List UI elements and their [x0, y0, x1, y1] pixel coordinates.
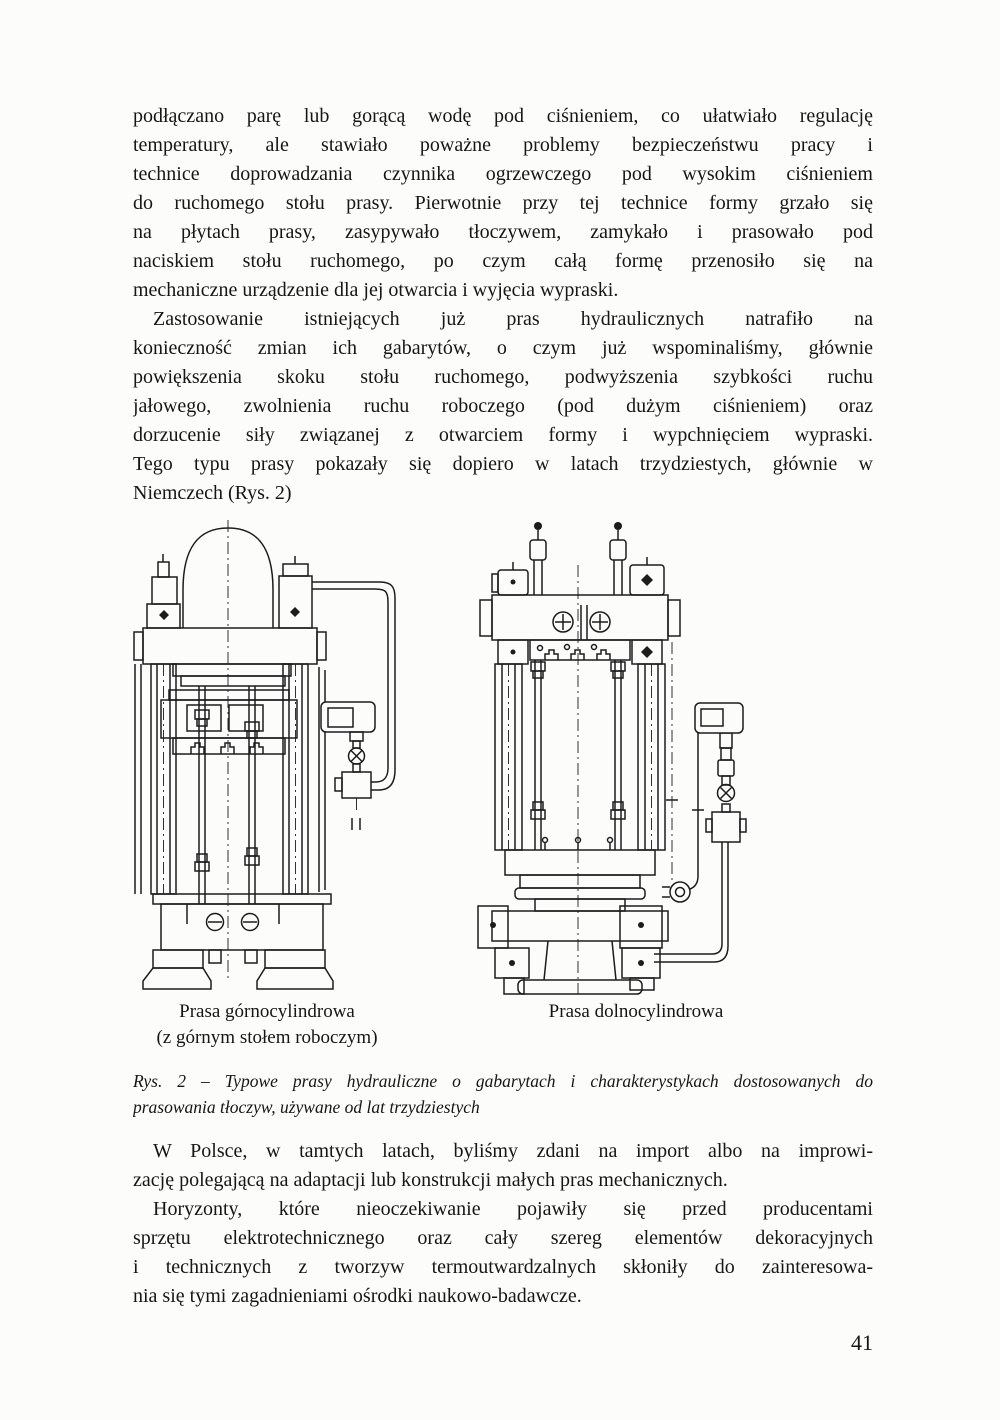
- text-line: W Polsce, w tamtych latach, byliśmy zdani na import albo na improwi-: [153, 1140, 873, 1162]
- page-number: 41: [851, 1330, 873, 1355]
- text-line: temperatury, ale stawiało poważne problemy bezpieczeństwu pracy i: [133, 134, 873, 156]
- text-line: Horyzonty, które nieoczekiwanie pojawiły się przed producentami: [153, 1198, 873, 1220]
- caption-line: Prasa górnocylindrowa: [179, 1001, 355, 1022]
- paragraph: [133, 102, 873, 305]
- text-line: naciskiem stołu ruchomego, po czym całą formę przenosiło się na: [133, 250, 873, 272]
- text-line: podłączano parę lub gorącą wodę pod ciśnieniem, co ułatwiało regulację: [133, 105, 873, 127]
- text-line: konieczność zmian ich gabarytów, o czym już wspominaliśmy, głównie: [133, 337, 873, 359]
- paragraph: [133, 305, 873, 508]
- text-line: technice doprowadzania czynnika ogrzewczego pod wysokim ciśnieniem: [133, 163, 873, 185]
- figure-caption: [133, 1068, 873, 1120]
- text-line: zację polegającą na adaptacji lub konstrukcji małych pras mechanicznych.: [133, 1169, 728, 1191]
- text-column: [133, 102, 873, 1311]
- text-line: Tego typu prasy pokazały się dopiero w latach trzydziestych, głównie w: [133, 453, 873, 475]
- text-line: Niemczech (Rys. 2): [133, 482, 292, 504]
- text-line: i technicznych z tworzyw termoutwardzalnych skłoniły do zainteresowa-: [133, 1256, 873, 1278]
- text-line: dorzucenie siły związanej z otwarciem formy i wypchnięciem wypraski.: [133, 424, 873, 446]
- caption-line: prasowania tłoczyw, używane od lat trzydziestych: [133, 1097, 480, 1117]
- text-line: jałowego, zwolnienia ruchu roboczego (pod dużym ciśnieniem) oraz: [133, 395, 873, 417]
- text-line: Zastosowanie istniejących już pras hydraulicznych natrafiło na: [153, 308, 873, 330]
- left-diagram-caption: [133, 999, 401, 1051]
- paragraph: [133, 1137, 873, 1195]
- text-line: sprzętu elektrotechnicznego oraz cały szereg elementów dekoracyjnych: [133, 1227, 873, 1249]
- upper-cylinder-press-diagram: [129, 512, 421, 994]
- text-line: nia się tymi zagadnieniami ośrodki naukowo-badawcze.: [133, 1285, 582, 1307]
- text-line: do ruchomego stołu prasy. Pierwotnie przy tej technice formy grzało się: [133, 192, 873, 214]
- text-line: mechaniczne urządzenie dla jej otwarcia i wyjęcia wypraski.: [133, 279, 619, 301]
- caption-line: (z górnym stołem roboczym): [156, 1027, 378, 1048]
- caption-line: Rys. 2 – Typowe prasy hydrauliczne o gabarytach i charakterystykach dostosowanych do: [133, 1071, 873, 1091]
- paragraph: [133, 1195, 873, 1311]
- diagram-captions: [133, 999, 873, 1055]
- lower-cylinder-press-diagram: [460, 510, 762, 997]
- caption-line: Prasa dolnocylindrowa: [548, 1001, 724, 1022]
- text-line: na płytach prasy, zasypywało tłoczywem, zamykało i prasowało pod: [133, 221, 873, 243]
- right-diagram-caption: [501, 999, 771, 1025]
- figure-rys-2: [133, 510, 873, 999]
- text-line: powiększenia skoku stołu ruchomego, podwyższenia szybkości ruchu: [133, 366, 873, 388]
